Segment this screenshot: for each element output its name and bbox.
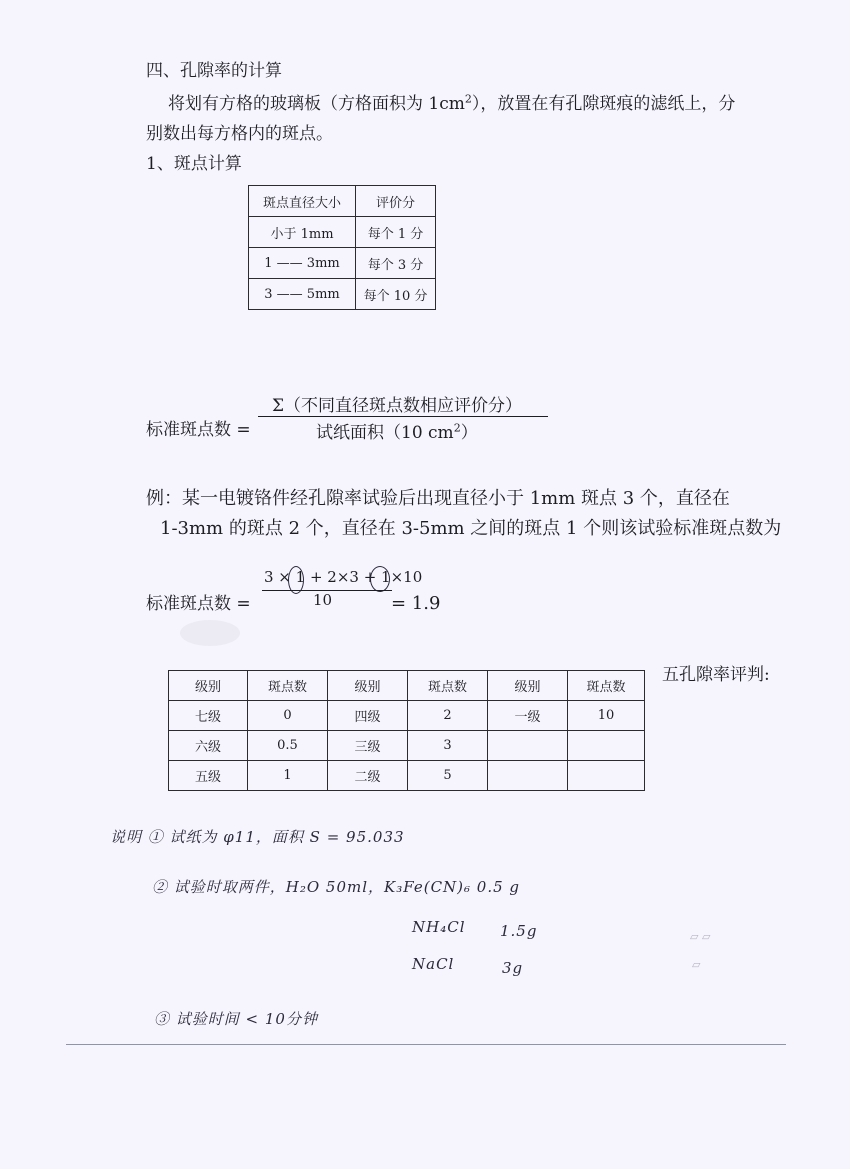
paper-smudge (180, 620, 240, 646)
handwritten-note-2: ② 试验时取两件，H₂O 50ml，K₃Fe(CN)₆ 0.5 g (152, 878, 521, 896)
grade-table-cell: 四级 (328, 701, 408, 731)
bleed-through-mark: ▱ ▱ (690, 930, 711, 943)
handwritten-nacl: NaCl (412, 955, 455, 973)
table-row (249, 248, 436, 279)
formula-denominator-superscript: 2 (453, 421, 461, 435)
grade-table-cell: 3 (408, 731, 488, 761)
intro-superscript: 2 (464, 92, 472, 106)
calc-result: = 1.9 (391, 593, 441, 614)
formula-label: 标准斑点数 = (146, 420, 251, 440)
handwritten-nacl-amount: 3g (502, 959, 524, 977)
grade-table-header: 斑点数 (568, 671, 645, 701)
subheading-spot-calc: 1、斑点计算 (146, 154, 242, 174)
score-table-header-row (249, 186, 436, 217)
grade-table-cell: 0.5 (248, 731, 328, 761)
intro-line-2: 别数出每方格内的斑点。 (146, 124, 333, 144)
score-table-cell: 每个 1 分 (356, 217, 436, 248)
score-table-cell: 3 —— 5mm (249, 279, 356, 310)
score-table-header: 评价分 (356, 186, 436, 217)
handwritten-nh4cl: NH₄Cl (412, 918, 466, 936)
grade-table-cell: 六级 (169, 731, 248, 761)
table-row (249, 217, 436, 248)
grade-table-cell: 七级 (169, 701, 248, 731)
grade-table-cell: 二级 (328, 761, 408, 791)
example-line-2: 1-3mm 的斑点 2 个，直径在 3-5mm 之间的斑点 1 个则该试验标准斑点数为 (160, 518, 782, 539)
grade-table-header: 级别 (169, 671, 248, 701)
formula-numerator: Σ（不同直径斑点数相应评价分） (272, 396, 523, 416)
grade-table-cell: 0 (248, 701, 328, 731)
formula-fraction-line (258, 416, 548, 417)
example-line-1: 例：某一电镀铬件经孔隙率试验后出现直径小于 1mm 斑点 3 个，直径在 (146, 488, 730, 509)
grade-table-cell: 2 (408, 701, 488, 731)
grade-table-cell (488, 731, 568, 761)
grade-table-header: 级别 (488, 671, 568, 701)
grade-table-cell: 10 (568, 701, 645, 731)
page-bottom-rule (66, 1044, 786, 1045)
grade-table-cell (488, 761, 568, 791)
grade-table-cell (568, 731, 645, 761)
table-row (169, 761, 645, 791)
calc-label: 标准斑点数 = (146, 594, 251, 614)
calc-numerator: 3 × 1 + 2×3 + 1×10 (264, 568, 423, 586)
grade-table-cell (568, 761, 645, 791)
handwritten-note-3: ③ 试验时间 < 10分钟 (154, 1010, 318, 1028)
grade-table-header: 斑点数 (248, 671, 328, 701)
grade-table-cell: 一级 (488, 701, 568, 731)
handwritten-circle-mark (370, 566, 390, 592)
intro-line-1-prefix: 将划有方格的玻璃板（方格面积为 1cm (168, 94, 465, 114)
formula-denominator-prefix: 试纸面积（10 cm (316, 423, 454, 443)
section-heading: 四、孔隙率的计算 (146, 61, 282, 81)
calc-denominator: 10 (313, 591, 333, 609)
score-table-cell: 1 —— 3mm (249, 248, 356, 279)
intro-line-1-suffix: ），放置在有孔隙斑痕的滤纸上，分 (471, 94, 736, 114)
grade-table-header: 斑点数 (408, 671, 488, 701)
handwritten-note-1: 说明 ① 试纸为 φ11，面积 S = 95.033 (110, 828, 405, 846)
score-table-header: 斑点直径大小 (249, 186, 356, 217)
grade-table-cell: 1 (248, 761, 328, 791)
handwritten-nh4cl-amount: 1.5g (500, 922, 538, 940)
grade-table-header: 级别 (328, 671, 408, 701)
score-table-cell: 小于 1mm (249, 217, 356, 248)
table-row (169, 701, 645, 731)
rating-title: 五孔隙率评判: (662, 665, 770, 685)
table-row (249, 279, 436, 310)
table-row (169, 731, 645, 761)
grade-table-cell: 五级 (169, 761, 248, 791)
grade-table-cell: 三级 (328, 731, 408, 761)
grade-table-cell: 5 (408, 761, 488, 791)
bleed-through-mark: ▱ (692, 958, 701, 971)
formula-denominator-suffix: ） (460, 423, 478, 443)
grade-table (168, 670, 645, 791)
grade-table-header-row (169, 671, 645, 701)
score-table-cell: 每个 3 分 (356, 248, 436, 279)
score-table (248, 185, 436, 310)
formula-denominator (316, 418, 478, 443)
intro-line-1 (168, 89, 735, 114)
score-table-cell: 每个 10 分 (356, 279, 436, 310)
